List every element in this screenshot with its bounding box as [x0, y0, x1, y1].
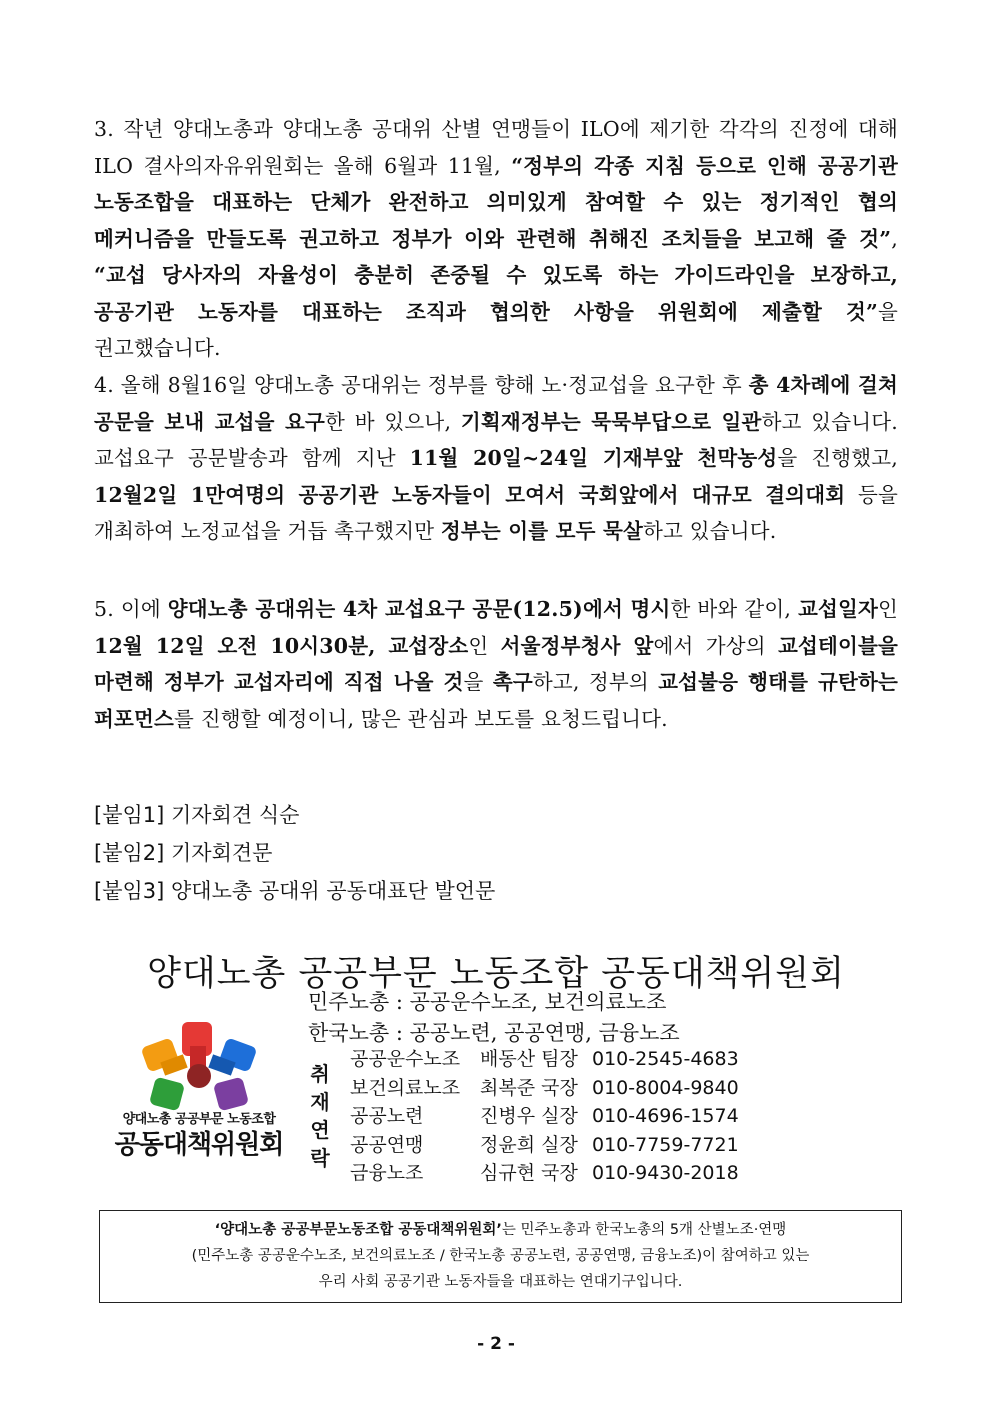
p5-bold-3: 12월 12일 오전 10시30분, 교섭장소 [94, 633, 469, 658]
footer-bold-name: ‘양대노총 공공부문노동조합 공동대책위원회’ [214, 1222, 502, 1238]
paragraph-3 [94, 111, 898, 367]
paragraph-4 [94, 367, 898, 550]
p4-text-5: 등을 개최하여 노정교섭을 거듭 촉구했지만 [94, 482, 898, 543]
p5-text-4: 인 [468, 633, 501, 658]
p5-bold-6: 촉구 [492, 670, 533, 694]
contact-row [350, 1131, 739, 1160]
p5-text-7: 하고, 정부의 [532, 670, 659, 694]
attachment-item: [붙임1] 기자회견 식순 [94, 803, 300, 827]
contact-person: 심규현 국장 [480, 1162, 578, 1184]
logo-caption-small: 양대노총 공공부문 노동조합 [122, 1112, 276, 1127]
logo-green-hand [149, 1077, 185, 1112]
contact-phone: 010-7759-7721 [592, 1133, 739, 1156]
contact-label-char: 락 [310, 1146, 330, 1170]
member-line: 민주노총 : 공공운수노조, 보건의료노조 [308, 990, 667, 1014]
contact-phone: 010-4696-1574 [592, 1105, 739, 1127]
p5-text-5: 에서 가상의 [653, 633, 778, 658]
organization-title: 양대노총 공공부문 노동조합 공동대책위원회 [147, 954, 845, 994]
p3-bold-2: “교섭 당사자의 자율성이 충분히 존중될 수 있도록 하는 가이드라인을 보장하고, 공공기관 노동자를 대표하는 조직과 협의한 사항을 위원회에 제출할 것” [94, 263, 898, 324]
attachment-item: [붙임3] 양대노총 공대위 공동대표단 발언문 [94, 879, 496, 903]
p3-bold-1: “정부의 각종 지침 등으로 인해 공공기관 노동조합을 대표하는 단체가 완전하고 의미있게 참여할 수 있는 정기적인 협의 메커니즘을 만들도록 권고하고 정부가 이와 관련해 취해진 조치들을 보고해 줄 것” [94, 153, 898, 251]
contact-org: 공공운수노조 [350, 1048, 461, 1070]
p5-bold-7: 교섭불응 행태를 규탄하는 퍼포먼스 [94, 670, 898, 731]
contact-person: 정윤희 실장 [480, 1133, 578, 1156]
contact-person: 배동산 팀장 [480, 1048, 578, 1070]
p4-text-1: 4. 올해 8월16일 양대노총 공대위는 정부를 향해 노·정교섭을 요구한 후 [94, 373, 749, 397]
contact-phone: 010-8004-9840 [592, 1076, 739, 1099]
p5-bold-4: 서울정부청사 앞 [500, 633, 654, 658]
contact-phone: 010-9430-2018 [592, 1162, 739, 1184]
p5-text-2: 한 바와 같이, [670, 597, 798, 621]
logo-purple-hand [213, 1077, 249, 1112]
p4-bold-3: 11월 20일~24일 기재부앞 천막농성 [409, 446, 778, 470]
p4-bold-5: 정부는 이를 모두 묵살 [440, 519, 643, 543]
contact-row [350, 1102, 739, 1131]
logo-caption-large: 공동대책위원회 [114, 1130, 284, 1160]
footer-line-2: (민주노총 공공운수노조, 보건의료노조 / 한국노총 공공노련, 공공연맹, 금융노조)이 참여하고 있는 [191, 1248, 810, 1264]
p5-text-8: 를 진행할 예정이니, 많은 관심과 보도를 요청드립니다. [174, 706, 668, 731]
p5-bold-5: 교섭테이블을 마련해 정부가 교섭자리에 직접 나올 것 [94, 633, 898, 694]
p3-text-3: 을 권고했습니다. [94, 299, 898, 360]
paragraph-5 [94, 591, 898, 737]
logo-center [187, 1064, 211, 1088]
footer-description-box [99, 1210, 902, 1303]
contact-label-char: 취 [310, 1062, 330, 1086]
footer-line-3: 우리 사회 공공기관 노동자들을 대표하는 연대기구입니다. [318, 1274, 683, 1290]
p4-text-2: 한 바 있으나, [325, 409, 461, 434]
contact-person: 진병우 실장 [480, 1105, 578, 1127]
page-number: - 2 - [477, 1334, 515, 1354]
contact-org: 보건의료노조 [350, 1076, 461, 1099]
member-unions [308, 987, 680, 1049]
attachments-list [94, 796, 495, 910]
contact-org: 금융노조 [350, 1162, 424, 1184]
contact-row [350, 1045, 739, 1074]
contact-person: 최복준 국장 [480, 1076, 578, 1099]
p5-text-6: 을 [463, 670, 493, 694]
p5-bold-2: 교섭일자 [797, 597, 878, 621]
p4-text-6: 하고 있습니다. [642, 519, 777, 543]
contact-list [350, 1045, 739, 1188]
contact-row [350, 1159, 739, 1188]
contact-org: 공공연맹 [350, 1133, 424, 1156]
footer-text-1: 는 민주노총과 한국노총의 5개 산별노조·연맹 [501, 1222, 787, 1238]
p3-text-2: , [891, 226, 898, 251]
p4-text-3: 하고 있습니다. 교섭요구 공문발송과 함께 지난 [94, 409, 899, 470]
attachment-item: [붙임2] 기자회견문 [94, 841, 273, 865]
contact-row [350, 1074, 739, 1103]
p5-bold-1: 양대노총 공대위는 4차 교섭요구 공문(12.5)에서 명시 [167, 597, 671, 621]
contact-label-char: 재 [310, 1090, 330, 1114]
contact-label-char: 연 [310, 1118, 330, 1142]
p4-bold-4: 12월2일 1만여명의 공공기관 노동자들이 모여서 국회앞에서 대규모 결의대회 [94, 482, 846, 507]
p4-bold-2: 기획재정부는 묵묵부답으로 일관 [460, 409, 762, 434]
p5-text-1: 5. 이에 [94, 597, 168, 621]
p3-text-1: 3. 작년 양대노총과 양대노총 공대위 산별 연맹들이 ILO에 제기한 각각의 진정에 대해 ILO 결사의자유위원회는 올해 6월과 11월, [94, 117, 898, 178]
contact-label-vertical [308, 1060, 332, 1172]
p4-bold-1: 총 4차례에 걸쳐 공문을 보내 교섭을 요구 [94, 373, 898, 434]
contact-org: 공공노련 [350, 1105, 424, 1127]
footer-line-1 [100, 1217, 901, 1243]
member-line: 한국노총 : 공공노련, 공공연맹, 금융노조 [308, 1021, 680, 1045]
contact-phone: 010-2545-4683 [592, 1048, 739, 1070]
p4-text-4: 을 진행했고, [777, 446, 899, 470]
p5-text-3: 인 [877, 597, 898, 621]
